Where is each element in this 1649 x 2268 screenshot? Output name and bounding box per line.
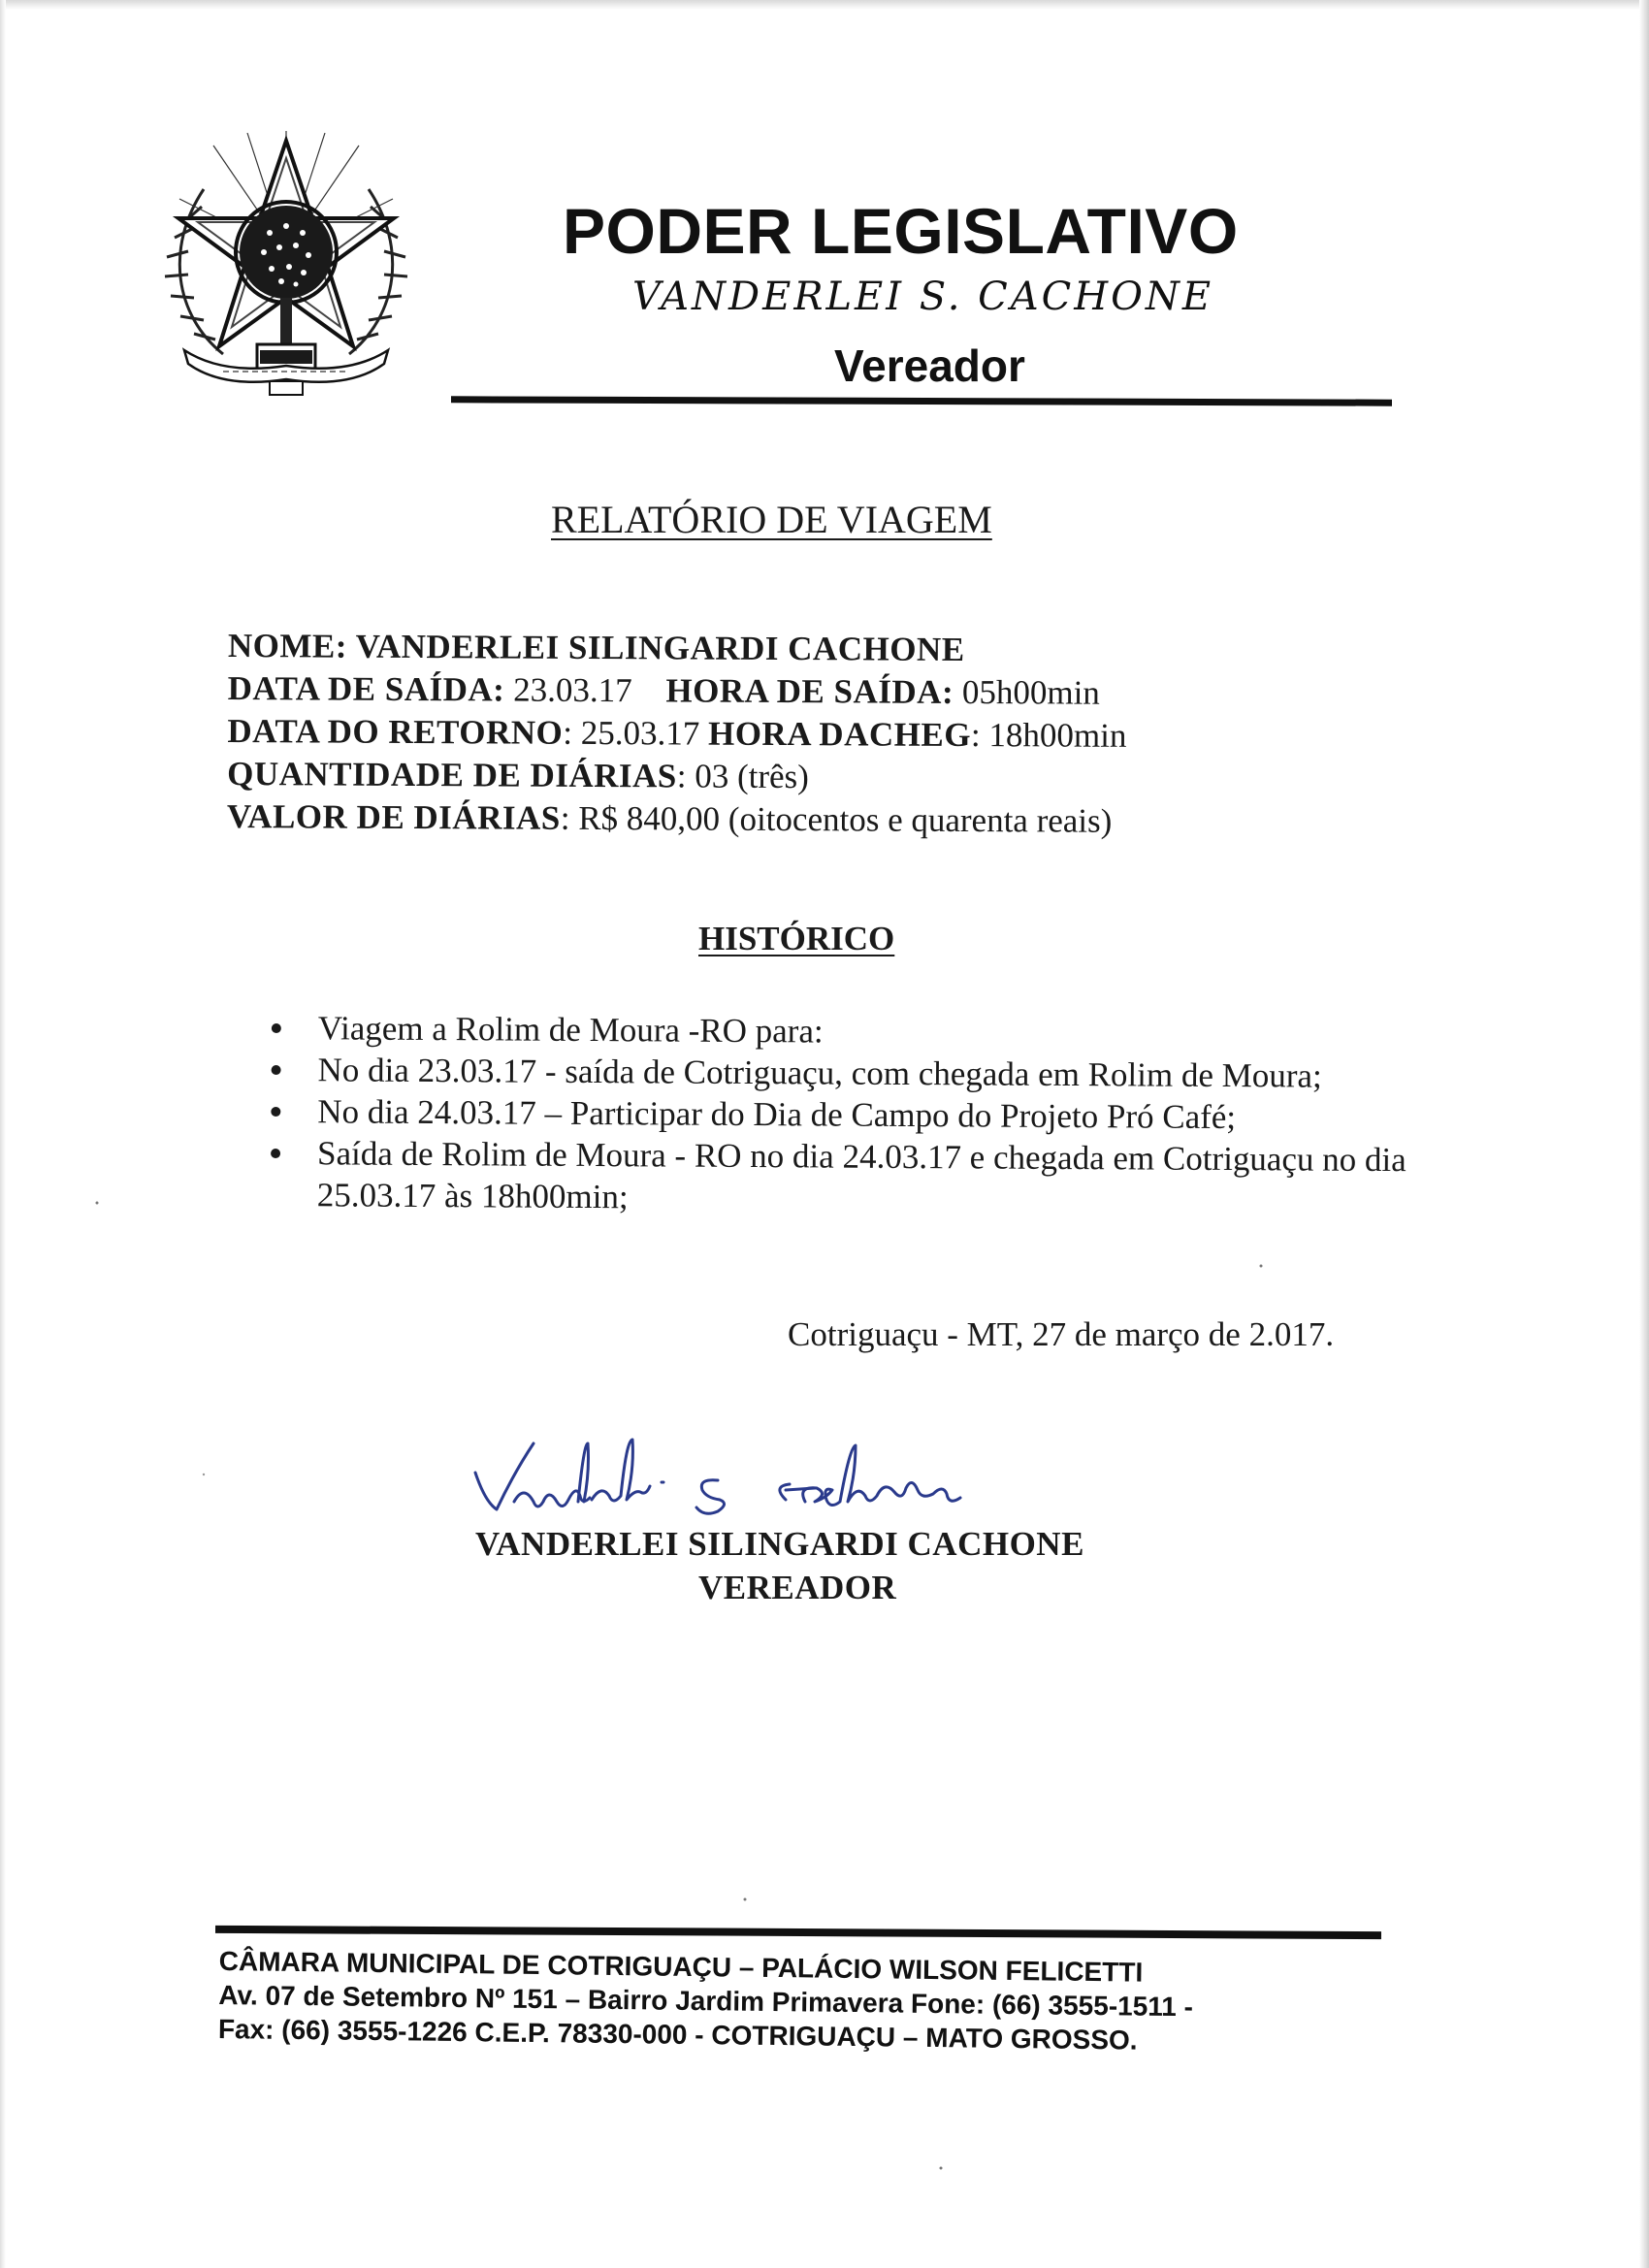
field-daily-count-label: QUANTIDADE DE DIÁRIAS <box>227 754 677 795</box>
header-title: PODER LEGISLATIVO <box>563 195 1239 267</box>
coat-of-arms-seal <box>155 121 417 403</box>
history-title: HISTÓRICO <box>698 920 895 957</box>
field-departure-date-value: 23.03.17 <box>513 670 632 710</box>
list-item-text: Viagem a Rolim de Moura -RO para: <box>317 1009 824 1051</box>
laurel-left <box>165 189 223 354</box>
field-name <box>228 625 1489 674</box>
laurel-right <box>349 189 407 354</box>
footer-line-2: Av. 07 de Setembro Nº 151 – Bairro Jardim Primavera Fone: (66) 3555-1511 - <box>218 1979 1194 2023</box>
list-item <box>272 1007 1416 1055</box>
scan-edge-left <box>0 0 6 2268</box>
bullet-icon <box>271 1149 280 1158</box>
report-title: RELATÓRIO DE VIAGEM <box>551 498 992 541</box>
list-item <box>271 1049 1415 1097</box>
footer-line-3: Fax: (66) 3555-1226 C.E.P. 78330-000 - COTRIGUAÇU – MATO GROSSO. <box>217 2013 1138 2056</box>
field-daily-count: QUANTIDADE DE DIÁRIAS: 03 (três) <box>227 754 810 796</box>
list-item-text: No dia 23.03.17 - saída de Cotriguaçu, com chegada em Rolim de Moura; <box>317 1051 1322 1095</box>
field-departure <box>228 667 1489 717</box>
signer-role: VEREADOR <box>698 1569 897 1606</box>
list-item-text: Saída de Rolim de Moura - RO no dia 24.03.17 e chegada em Cotriguaçu no dia 25.03.17 às 18h00min; <box>316 1134 1406 1216</box>
field-daily-value-value: R$ 840,00 (oitocentos e quarenta reais) <box>578 798 1113 840</box>
field-return-date-value: 25.03.17 <box>580 713 700 753</box>
footer-divider <box>215 1926 1381 1939</box>
bullet-icon <box>272 1065 281 1075</box>
bullet-icon <box>272 1023 281 1033</box>
header-divider <box>451 396 1392 405</box>
scan-edge-right <box>1639 0 1649 2268</box>
field-return-date-label: DATA DO RETORNO <box>227 711 564 752</box>
field-arrival-time-value: 18h00min <box>988 716 1127 755</box>
header-name: VANDERLEI S. CACHONE <box>632 275 1214 319</box>
date-line: Cotriguaçu - MT, 27 de março de 2.017. <box>788 1315 1335 1353</box>
field-name-value: VANDERLEI SILINGARDI CACHONE <box>355 627 965 668</box>
field-arrival-time-label: HORA DACHEG <box>707 714 972 755</box>
field-departure-date-label: DATA DE SAÍDA: <box>227 668 505 709</box>
list-item-text: No dia 24.03.17 – Participar do Dia de Campo do Projeto Pró Café; <box>317 1092 1237 1137</box>
field-return: DATA DO RETORNO: 25.03.17 HORA DACHEG: 18h00min <box>227 711 1127 755</box>
field-name-label: NOME: <box>227 627 348 665</box>
header-role: Vereador <box>834 340 1025 391</box>
field-daily-value-label: VALOR DE DIÁRIAS <box>226 796 561 837</box>
footer-address <box>218 1944 1403 2060</box>
footer-line-1: CÂMARA MUNICIPAL DE COTRIGUAÇU – PALÁCIO WILSON FELICETTI <box>218 1945 1144 1988</box>
central-disc <box>240 206 333 299</box>
report-fields <box>227 625 1489 845</box>
scan-edge-top <box>0 0 1649 10</box>
field-departure-time-label: HORA DE SAÍDA: <box>665 671 954 711</box>
list-item <box>271 1090 1415 1139</box>
field-daily-value: VALOR DE DIÁRIAS: R$ 840,00 (oitocentos e quarenta reais) <box>226 796 1113 840</box>
handwritten-signature <box>466 1434 1135 1531</box>
field-departure-time-value: 05h00min <box>961 672 1100 712</box>
field-daily-count-value: 03 (três) <box>695 757 810 796</box>
signer-name: VANDERLEI SILINGARDI CACHONE <box>475 1525 1084 1563</box>
history-list <box>271 1007 1416 1222</box>
bullet-icon <box>271 1107 280 1117</box>
list-item <box>271 1132 1416 1222</box>
